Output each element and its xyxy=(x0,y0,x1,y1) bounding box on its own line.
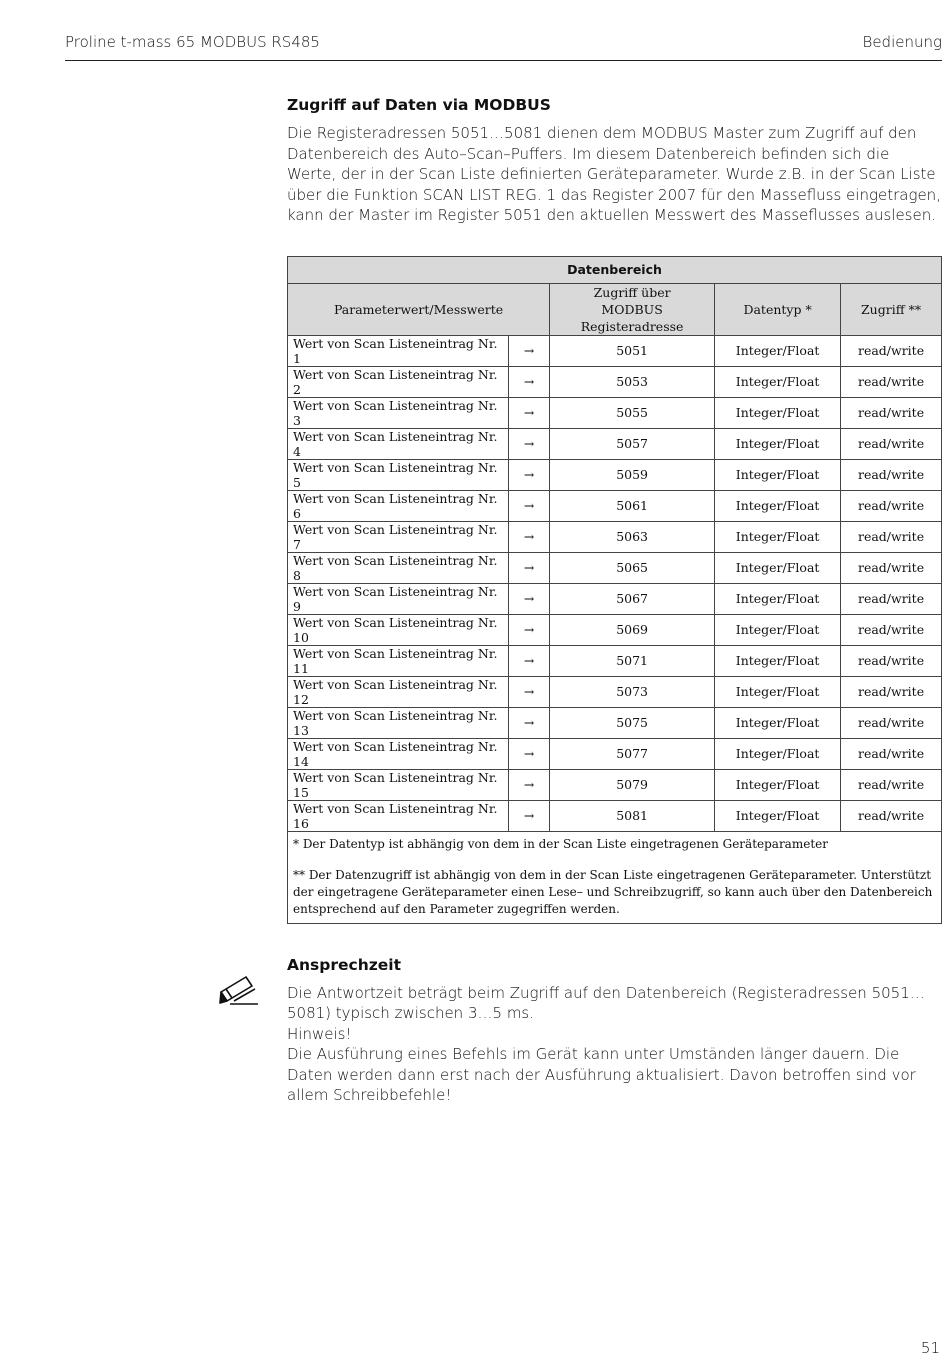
table-row xyxy=(288,707,942,738)
arrow-icon: → xyxy=(509,583,550,614)
table-row xyxy=(288,397,942,428)
row-register-address: 5065 xyxy=(550,552,715,583)
arrow-icon: → xyxy=(509,676,550,707)
table-row xyxy=(288,614,942,645)
table-footnotes xyxy=(288,831,942,923)
row-datatype: Integer/Float xyxy=(715,614,841,645)
row-label: Wert von Scan Listeneintrag Nr. 2 xyxy=(288,366,509,397)
row-datatype: Integer/Float xyxy=(715,645,841,676)
note-text: Die Ausführung eines Befehls im Gerät kann unter Umständen länger dauern. Die Daten werden dann erst nach der Ausführung aktualisiert. Davon betroffen sind vor allem Schreibbefehle! xyxy=(287,1045,916,1104)
row-access: read/write xyxy=(841,800,942,831)
arrow-icon: → xyxy=(509,738,550,769)
section-heading-response-time: Ansprechzeit xyxy=(287,955,401,974)
row-label: Wert von Scan Listeneintrag Nr. 11 xyxy=(288,645,509,676)
section-heading-modbus-access: Zugriff auf Daten via MODBUS xyxy=(287,96,551,114)
row-label: Wert von Scan Listeneintrag Nr. 10 xyxy=(288,614,509,645)
arrow-icon: → xyxy=(509,645,550,676)
column-header-address: Zugriff über MODBUS Registeradresse xyxy=(550,283,715,335)
table-row xyxy=(288,490,942,521)
row-datatype: Integer/Float xyxy=(715,800,841,831)
arrow-icon: → xyxy=(509,490,550,521)
row-label: Wert von Scan Listeneintrag Nr. 6 xyxy=(288,490,509,521)
row-datatype: Integer/Float xyxy=(715,769,841,800)
arrow-icon: → xyxy=(509,459,550,490)
table-row xyxy=(288,676,942,707)
page-number: 51 xyxy=(920,1339,940,1357)
row-datatype: Integer/Float xyxy=(715,583,841,614)
section-paragraph-response-time: Die Antwortzeit beträgt beim Zugriff auf den Datenbereich (Registeradressen 5051…5081) typisch zwischen 3…5 ms. xyxy=(287,983,925,1022)
row-access: read/write xyxy=(841,738,942,769)
arrow-icon: → xyxy=(509,769,550,800)
row-register-address: 5071 xyxy=(550,645,715,676)
pencil-note-icon xyxy=(218,972,260,1008)
row-register-address: 5075 xyxy=(550,707,715,738)
data-range-table xyxy=(287,256,942,924)
row-register-address: 5081 xyxy=(550,800,715,831)
table-row xyxy=(288,521,942,552)
column-header-access: Zugriff ** xyxy=(841,283,942,335)
row-label: Wert von Scan Listeneintrag Nr. 12 xyxy=(288,676,509,707)
row-register-address: 5069 xyxy=(550,614,715,645)
arrow-icon: → xyxy=(509,614,550,645)
table-row xyxy=(288,645,942,676)
row-datatype: Integer/Float xyxy=(715,552,841,583)
arrow-icon: → xyxy=(509,521,550,552)
row-label: Wert von Scan Listeneintrag Nr. 4 xyxy=(288,428,509,459)
row-datatype: Integer/Float xyxy=(715,428,841,459)
table-row xyxy=(288,459,942,490)
row-register-address: 5079 xyxy=(550,769,715,800)
header-section-title: Bedienung xyxy=(862,33,942,51)
row-label: Wert von Scan Listeneintrag Nr. 5 xyxy=(288,459,509,490)
row-datatype: Integer/Float xyxy=(715,335,841,366)
row-label: Wert von Scan Listeneintrag Nr. 3 xyxy=(288,397,509,428)
table-row xyxy=(288,583,942,614)
row-datatype: Integer/Float xyxy=(715,707,841,738)
row-register-address: 5055 xyxy=(550,397,715,428)
section-paragraph-modbus-access: Die Registeradressen 5051…5081 dienen dem MODBUS Master zum Zugriff auf den Datenbereich des Auto–Scan–Puffers. Im diesem Datenbereich befinden sich die Werte, der in der Scan Liste definierten Geräteparameter. Wurde z.B. in der Scan Liste über die Funktion SCAN LIST REG. 1 das Register 2007 für den Massefluss eingetragen, kann der Master im Register 5051 den aktuellen Messwert des Masseflusses auslesen. xyxy=(287,124,941,224)
row-datatype: Integer/Float xyxy=(715,490,841,521)
footnote-access: ** Der Datenzugriff ist abhängig von dem in der Scan Liste eingetragenen Geräteparameter. Unterstützt der eingetragene Geräteparameter einen Lese– und Schreibzugriff, so kann auch über den Datenbereich entsprechend auf den Parameter zugegriffen werden. xyxy=(293,867,933,916)
row-register-address: 5067 xyxy=(550,583,715,614)
row-access: read/write xyxy=(841,490,942,521)
arrow-icon: → xyxy=(509,397,550,428)
arrow-icon: → xyxy=(509,428,550,459)
row-label: Wert von Scan Listeneintrag Nr. 13 xyxy=(288,707,509,738)
row-access: read/write xyxy=(841,335,942,366)
table-body xyxy=(288,335,942,831)
row-access: read/write xyxy=(841,366,942,397)
row-access: read/write xyxy=(841,552,942,583)
arrow-icon: → xyxy=(509,552,550,583)
row-label: Wert von Scan Listeneintrag Nr. 7 xyxy=(288,521,509,552)
row-datatype: Integer/Float xyxy=(715,366,841,397)
page-header xyxy=(65,30,942,61)
row-label: Wert von Scan Listeneintrag Nr. 1 xyxy=(288,335,509,366)
table-row xyxy=(288,428,942,459)
column-header-type: Datentyp * xyxy=(715,283,841,335)
row-register-address: 5073 xyxy=(550,676,715,707)
row-access: read/write xyxy=(841,769,942,800)
arrow-icon: → xyxy=(509,366,550,397)
row-register-address: 5051 xyxy=(550,335,715,366)
row-datatype: Integer/Float xyxy=(715,521,841,552)
table-title: Datenbereich xyxy=(288,256,942,283)
arrow-icon: → xyxy=(509,800,550,831)
row-datatype: Integer/Float xyxy=(715,397,841,428)
row-register-address: 5061 xyxy=(550,490,715,521)
row-label: Wert von Scan Listeneintrag Nr. 14 xyxy=(288,738,509,769)
table-row xyxy=(288,552,942,583)
row-label: Wert von Scan Listeneintrag Nr. 8 xyxy=(288,552,509,583)
main-content xyxy=(287,96,942,1106)
row-register-address: 5053 xyxy=(550,366,715,397)
arrow-icon: → xyxy=(509,335,550,366)
footnote-datatype: * Der Datentyp ist abhängig von dem in der Scan Liste eingetragenen Geräteparameter xyxy=(293,836,828,851)
table-row xyxy=(288,800,942,831)
row-access: read/write xyxy=(841,583,942,614)
row-access: read/write xyxy=(841,459,942,490)
row-datatype: Integer/Float xyxy=(715,459,841,490)
row-access: read/write xyxy=(841,645,942,676)
row-label: Wert von Scan Listeneintrag Nr. 16 xyxy=(288,800,509,831)
row-datatype: Integer/Float xyxy=(715,738,841,769)
table-row xyxy=(288,366,942,397)
table-row xyxy=(288,335,942,366)
row-register-address: 5059 xyxy=(550,459,715,490)
header-product-title: Proline t-mass 65 MODBUS RS485 xyxy=(65,33,320,51)
row-label: Wert von Scan Listeneintrag Nr. 15 xyxy=(288,769,509,800)
row-datatype: Integer/Float xyxy=(715,676,841,707)
row-access: read/write xyxy=(841,614,942,645)
table-row xyxy=(288,769,942,800)
row-label: Wert von Scan Listeneintrag Nr. 9 xyxy=(288,583,509,614)
row-access: read/write xyxy=(841,676,942,707)
row-register-address: 5057 xyxy=(550,428,715,459)
row-access: read/write xyxy=(841,397,942,428)
row-access: read/write xyxy=(841,707,942,738)
row-access: read/write xyxy=(841,428,942,459)
table-row xyxy=(288,738,942,769)
row-access: read/write xyxy=(841,521,942,552)
column-header-param: Parameterwert/Messwerte xyxy=(288,283,550,335)
note-title: Hinweis! xyxy=(287,1024,352,1043)
row-register-address: 5063 xyxy=(550,521,715,552)
arrow-icon: → xyxy=(509,707,550,738)
row-register-address: 5077 xyxy=(550,738,715,769)
